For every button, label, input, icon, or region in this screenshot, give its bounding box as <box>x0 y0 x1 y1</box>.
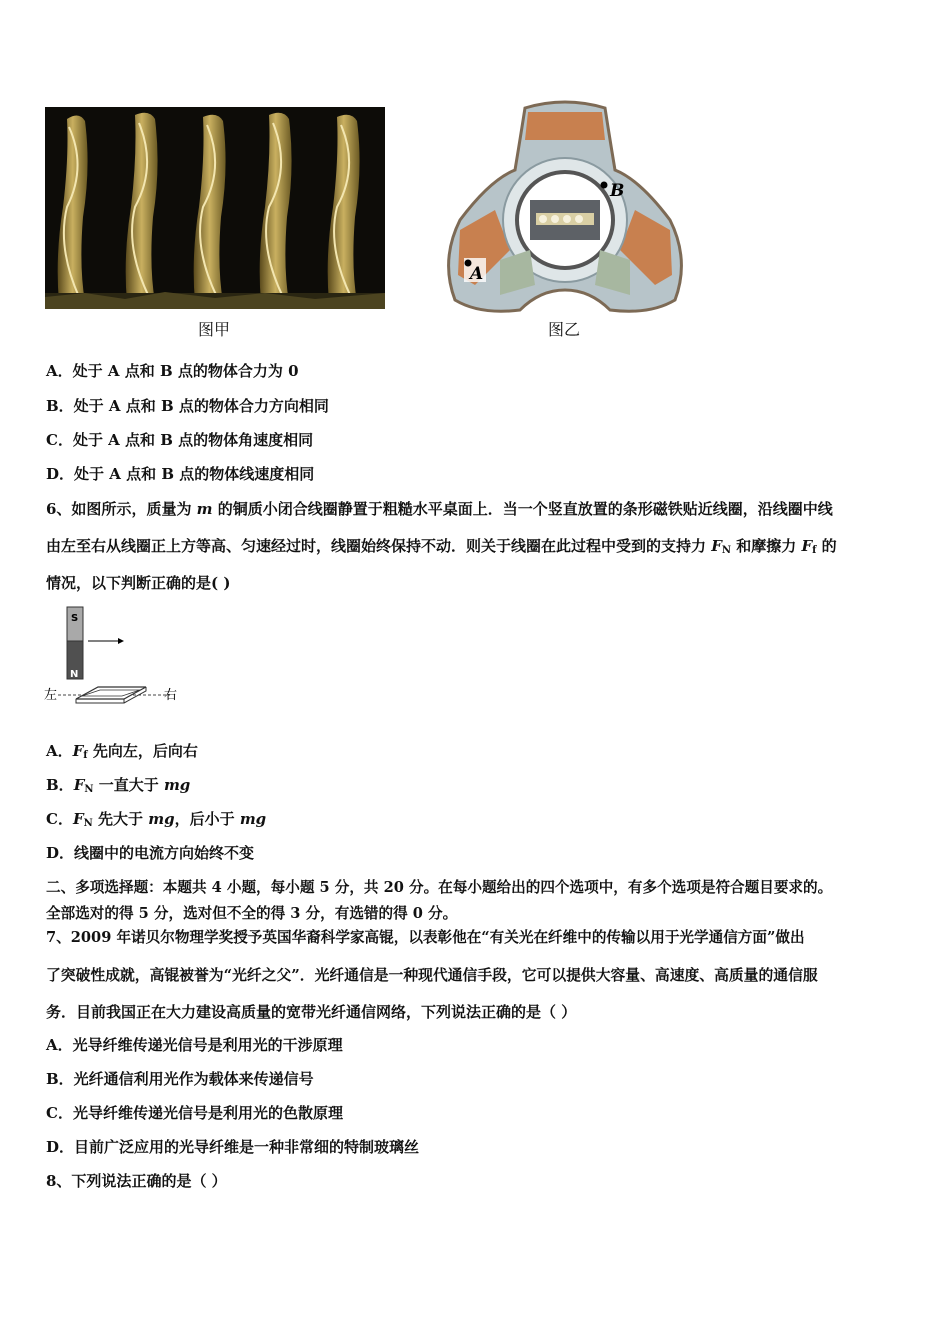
q5-option-c: C．处于 A 点和 B 点的物体角速度相同 <box>46 431 314 449</box>
q6-line-2: 由左至右从线圈正上方等高、匀速经过时，线圈始终保持不动．则关于线圈在此过程中受到的支持力 $F_N$ 和摩擦力 $F_f$ 的 <box>46 537 837 556</box>
right-label: 右 <box>164 688 178 703</box>
left-label: 左 <box>44 688 58 703</box>
tower-floor-plan <box>440 100 690 322</box>
figure-jia-caption: 图甲 <box>198 320 231 339</box>
figure-yi-caption: 图乙 <box>548 320 581 339</box>
q6-option-a: A．$F_f$ 先向左，后向右 <box>46 742 198 761</box>
q5-option-d: D．处于 A 点和 B 点的物体线速度相同 <box>46 465 315 483</box>
q7-line-2: 了突破性成就，高锟被誉为“光纤之父”．光纤通信是一种现代通信手段，它可以提供大容量、高速度、高质量的通信服 <box>46 967 818 984</box>
q7-option-b: B．光纤通信利用光作为载体来传递信号 <box>46 1070 314 1088</box>
q7-line-3: 务．目前我国正在大力建设高质量的宽带光纤通信网络，下列说法正确的是（ ） <box>46 1003 577 1021</box>
point-b-dot <box>601 182 608 189</box>
s-label: S <box>71 613 79 624</box>
q6-option-c: C．$F_N$ 先大于 mg，后小于 mg <box>46 810 267 829</box>
magnet-coil-diagram <box>40 605 190 705</box>
q6-line-1: 6、如图所示，质量为 m 的铜质小闭合线圈静置于粗糙水平桌面上．当一个竖直放置的条形磁铁贴近线圈，沿线圈中线 <box>46 500 833 518</box>
n-label: N <box>70 669 79 680</box>
point-b-label: B <box>610 181 625 201</box>
q7-option-c: C．光导纤维传递光信号是利用光的色散原理 <box>46 1104 343 1122</box>
section2-instructions-1: 二、多项选择题：本题共 4 小题，每小题 5 分，共 20 分。在每小题给出的四个选项中，有多个选项是符合题目要求的。 <box>46 879 833 896</box>
q7-option-d: D．目前广泛应用的光导纤维是一种非常细的特制玻璃丝 <box>46 1138 420 1156</box>
q6-option-d: D．线圈中的电流方向始终不变 <box>46 844 255 862</box>
q7-option-a: A．光导纤维传递光信号是利用光的干涉原理 <box>46 1036 343 1054</box>
point-a-label: A <box>470 264 484 284</box>
section2-instructions-2: 全部选对的得 5 分，选对但不全的得 3 分，有选错的得 0 分。 <box>46 905 458 922</box>
q6-line-3: 情况，以下判断正确的是( ) <box>46 574 231 592</box>
q7-line-1: 7、2009 年诺贝尔物理学奖授予英国华裔科学家高锟，以表彰他在“有关光在纤维中的传输以用于光学通信方面”做出 <box>46 929 805 946</box>
twisted-towers-photo <box>45 107 385 309</box>
figure-area <box>0 0 950 345</box>
q5-option-b: B．处于 A 点和 B 点的物体合力方向相同 <box>46 397 329 415</box>
q6-option-b: B．$F_N$ 一直大于 mg <box>46 776 191 795</box>
q5-option-a: A．处于 A 点和 B 点的物体合力为 0 <box>46 362 299 380</box>
q8-line-1: 8、下列说法正确的是（ ） <box>46 1172 227 1190</box>
